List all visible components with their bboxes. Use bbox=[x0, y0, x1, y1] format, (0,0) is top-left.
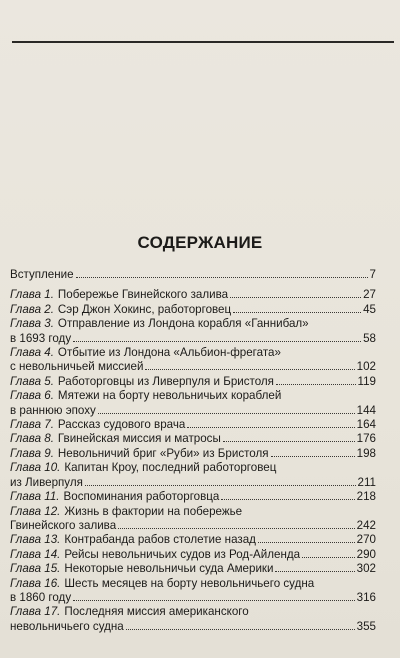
toc-entry bbox=[10, 303, 376, 317]
toc-entry bbox=[10, 490, 376, 504]
chapter-title: Шесть месяцев на борту невольничьего судна bbox=[64, 576, 315, 590]
dot-leader bbox=[221, 490, 354, 500]
chapter-title: Капитан Кроу, последний работорговец bbox=[64, 461, 277, 475]
dot-leader bbox=[118, 519, 354, 529]
toc-entry-continuation bbox=[10, 404, 376, 418]
dot-leader bbox=[271, 447, 355, 457]
chapter-title: с невольничьей миссией bbox=[10, 360, 144, 374]
chapter-number: Глава 2. bbox=[10, 302, 54, 316]
page-number: 144 bbox=[356, 403, 376, 417]
page-number: 7 bbox=[369, 268, 376, 281]
toc-entry bbox=[10, 389, 376, 403]
chapter-number: Глава 10. bbox=[10, 461, 61, 475]
page-number: 211 bbox=[357, 475, 376, 489]
toc-entry bbox=[10, 317, 376, 331]
page-number: 164 bbox=[356, 418, 376, 432]
chapter-title: в 1860 году bbox=[10, 590, 72, 604]
toc-entry-continuation bbox=[10, 620, 376, 634]
chapter-title: Рассказ судового врача bbox=[57, 418, 186, 432]
chapter-title: Некоторые невольничьи суда Америки bbox=[64, 562, 274, 576]
chapter-number: Глава 16. bbox=[10, 576, 61, 590]
toc-entry-continuation bbox=[10, 476, 376, 490]
dot-leader bbox=[98, 404, 355, 414]
dot-leader bbox=[73, 332, 361, 342]
top-rule bbox=[12, 41, 394, 43]
dot-leader bbox=[275, 562, 354, 572]
chapter-title: невольничьего судна bbox=[10, 619, 124, 633]
chapter-title: Мятежи на борту невольничьих кораблей bbox=[57, 389, 282, 403]
chapter-title: Сэр Джон Хокинс, работорговец bbox=[57, 302, 232, 316]
page-number: 45 bbox=[363, 302, 376, 316]
dot-leader bbox=[76, 268, 368, 278]
toc-heading: СОДЕРЖАНИЕ bbox=[137, 233, 263, 252]
toc-entry-continuation bbox=[10, 591, 376, 605]
chapter-title: Жизнь в фактории на побережье bbox=[64, 504, 243, 518]
chapter-number: Глава 13. bbox=[10, 533, 61, 547]
dot-leader bbox=[230, 288, 361, 298]
toc-entry bbox=[10, 577, 376, 591]
dot-leader bbox=[258, 533, 355, 543]
chapter-title: Невольничий бриг «Руби» из Бристоля bbox=[57, 446, 269, 460]
chapter-number: Глава 1. bbox=[10, 288, 54, 302]
toc-entry bbox=[10, 288, 376, 302]
toc-entry bbox=[10, 505, 376, 519]
chapter-number: Глава 15. bbox=[10, 562, 61, 576]
page-number: 290 bbox=[356, 547, 376, 561]
chapter-number: Глава 12. bbox=[10, 504, 61, 518]
chapter-number: Глава 11. bbox=[10, 490, 60, 504]
chapter-title: Последняя миссия американского bbox=[64, 605, 249, 619]
toc-entry bbox=[10, 432, 376, 446]
toc-entry bbox=[10, 346, 376, 360]
chapter-number: Глава 17. bbox=[10, 605, 61, 619]
dot-leader bbox=[187, 418, 354, 428]
chapter-number: Глава 5. bbox=[10, 374, 54, 388]
dot-leader bbox=[276, 375, 356, 385]
page-number: 302 bbox=[356, 562, 376, 576]
chapter-number: Глава 14. bbox=[10, 547, 61, 561]
page-number: 27 bbox=[363, 288, 376, 302]
page-number: 176 bbox=[356, 432, 376, 446]
dot-leader bbox=[145, 360, 354, 370]
page-number: 218 bbox=[356, 490, 376, 504]
toc-entry-continuation bbox=[10, 360, 376, 374]
toc-entry bbox=[10, 447, 376, 461]
chapter-title: Отбытие из Лондона «Альбион-фрегата» bbox=[57, 346, 281, 360]
chapter-number: Глава 8. bbox=[10, 432, 54, 446]
dot-leader bbox=[233, 303, 361, 313]
chapter-number: Глава 4. bbox=[10, 346, 54, 360]
page-number: 102 bbox=[356, 360, 376, 374]
chapter-title: Контрабанда рабов столетие назад bbox=[64, 533, 256, 547]
page-number: 316 bbox=[356, 590, 376, 604]
dot-leader bbox=[302, 548, 355, 558]
page-number: 198 bbox=[356, 446, 376, 460]
toc-entry bbox=[10, 418, 376, 432]
chapter-number: Глава 6. bbox=[10, 389, 54, 403]
chapter-title: Гвинейского залива bbox=[10, 518, 117, 532]
chapter-title: в 1693 году bbox=[10, 331, 72, 345]
chapter-title: Работорговцы из Ливерпуля и Бристоля bbox=[57, 374, 274, 388]
page-number: 119 bbox=[357, 374, 376, 388]
chapter-title: Побережье Гвинейского залива bbox=[57, 288, 229, 302]
toc-entry bbox=[10, 461, 376, 475]
toc-entry bbox=[10, 562, 376, 576]
chapter-title: Вступление bbox=[10, 268, 74, 281]
page-number: 58 bbox=[363, 331, 376, 345]
page-number: 270 bbox=[356, 533, 376, 547]
page-number: 355 bbox=[356, 619, 376, 633]
chapter-number: Глава 7. bbox=[10, 418, 54, 432]
toc-entry bbox=[10, 548, 376, 562]
dot-leader bbox=[85, 476, 356, 486]
toc-entry bbox=[10, 533, 376, 547]
dot-leader bbox=[223, 432, 355, 442]
chapter-number: Глава 9. bbox=[10, 446, 54, 460]
toc-entry bbox=[10, 375, 376, 389]
toc-entry-continuation bbox=[10, 519, 376, 533]
chapter-title: в раннюю эпоху bbox=[10, 403, 96, 417]
chapter-title: Рейсы невольничьих судов из Род-Айленда bbox=[64, 547, 301, 561]
chapter-title: Отправление из Лондона корабля «Ганнибал» bbox=[57, 317, 309, 331]
toc-entry bbox=[10, 605, 376, 619]
dot-leader bbox=[73, 591, 355, 601]
toc-entry-continuation bbox=[10, 332, 376, 346]
chapter-title: Воспоминания работорговца bbox=[63, 490, 220, 504]
chapter-title: Гвинейская миссия и матросы bbox=[57, 432, 221, 446]
page-number: 242 bbox=[356, 518, 376, 532]
toc-entry bbox=[10, 268, 376, 282]
dot-leader bbox=[126, 620, 355, 630]
chapter-number: Глава 3. bbox=[10, 317, 54, 331]
table-of-contents bbox=[10, 268, 376, 634]
chapter-title: из Ливерпуля bbox=[10, 475, 83, 489]
